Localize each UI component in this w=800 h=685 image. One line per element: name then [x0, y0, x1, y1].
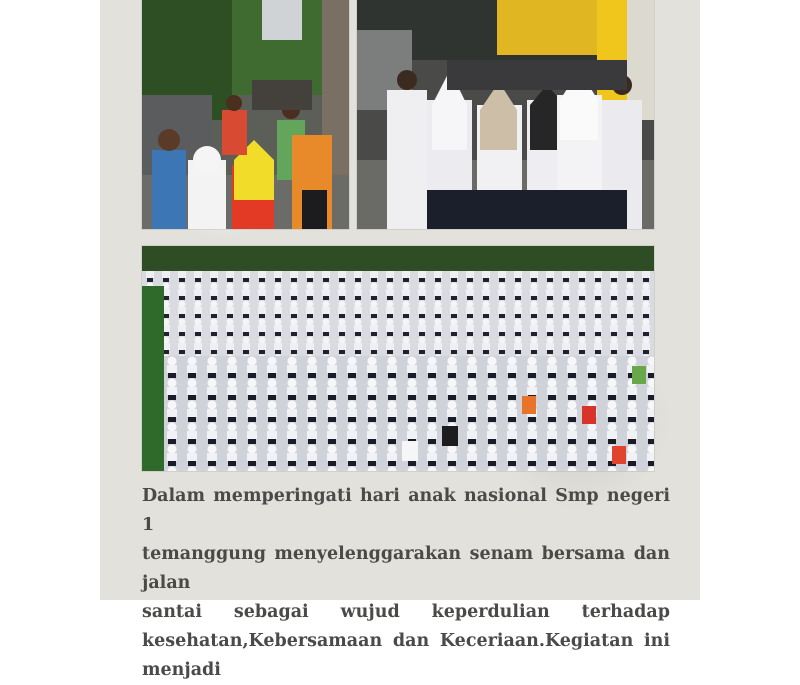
photo-street-walk [142, 0, 349, 229]
photo-students-walking [357, 0, 654, 229]
caption-line: temanggung menyelenggarakan senam bersama dan jalan [142, 544, 670, 593]
caption-line: kesehatan,Kebersamaan dan Keceriaan.Kegiatan ini menjadi [142, 631, 670, 680]
document-page [100, 0, 700, 680]
caption-line: santai sebagai wujud keperdulian terhadap [142, 602, 670, 622]
event-caption [142, 482, 670, 685]
caption-line: Dalam memperingati hari anak nasional Smp negeri 1 [142, 486, 670, 535]
photo-crowd-exercise [142, 246, 654, 471]
